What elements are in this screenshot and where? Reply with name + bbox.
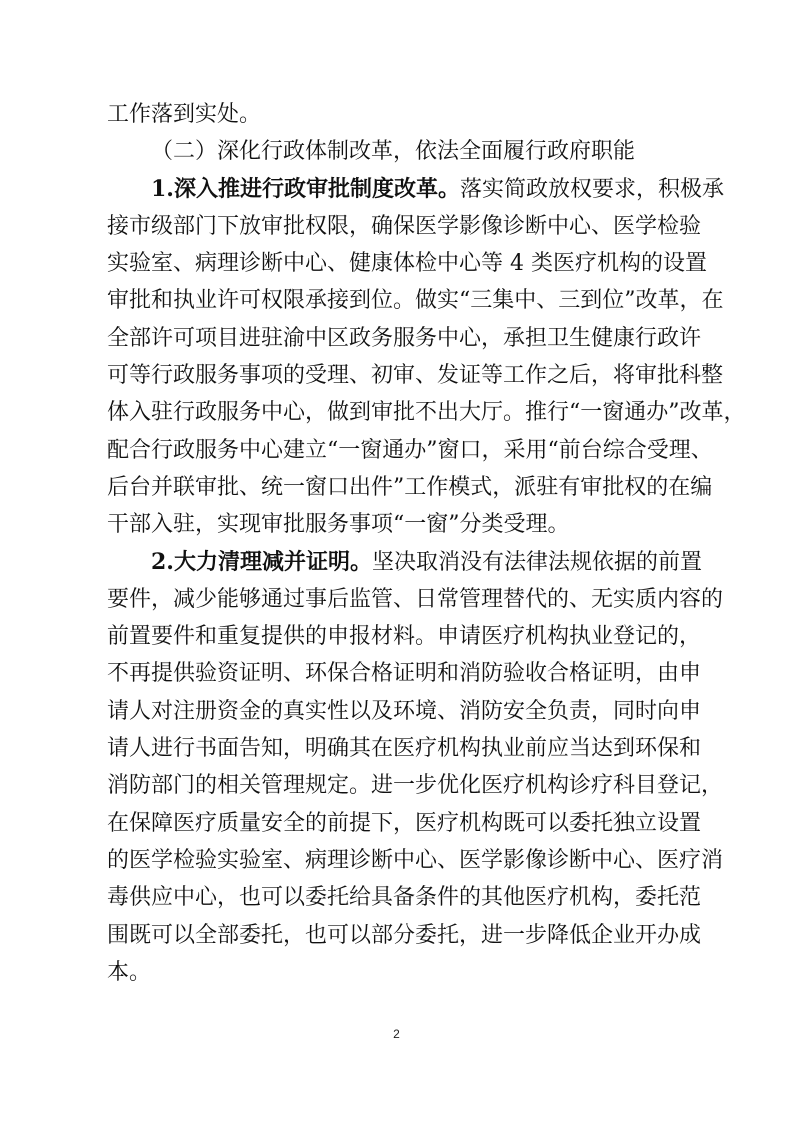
paragraph-line — [107, 171, 724, 208]
section-heading: （二）深化行政体制改革，依法全面履行政府职能 — [151, 139, 636, 165]
paragraph-line: 请人对注册资金的真实性以及环境、消防安全负责，同时向申 — [107, 698, 702, 724]
paragraph-1 — [107, 171, 746, 544]
paragraph-1-line-text: 落实简政放权要求，积极承 — [459, 176, 724, 202]
paragraph-line: 不再提供验资证明、环保合格证明和消防验收合格证明，由申 — [107, 661, 702, 687]
paragraph-line: 可等行政服务事项的受理、初审、发证等工作之后，将审批科整 — [107, 363, 724, 389]
paragraph-line: 实验室、病理诊断中心、健康体检中心等 4 类医疗机构的设置 — [107, 251, 707, 277]
paragraph-line: 审批和执业许可权限承接到位。做实“三集中、三到位”改革，在 — [107, 288, 724, 314]
paragraph-line: 毒供应中心，也可以委托给具备条件的其他医疗机构，委托范 — [107, 885, 702, 911]
paragraph-line: 围既可以全部委托，也可以部分委托，进一步降低企业开办成 — [107, 922, 702, 948]
paragraph-line: 全部许可项目进驻渝中区政务服务中心，承担卫生健康行政许 — [107, 325, 702, 351]
paragraph-line: 的医学检验实验室、病理诊断中心、医学影像诊断中心、医疗消 — [107, 847, 724, 873]
paragraph-line: 要件，减少能够通过事后监管、日常管理替代的、无实质内容的 — [107, 586, 724, 612]
paragraph-line: 本。 — [107, 959, 152, 985]
page-number: 2 — [393, 1027, 400, 1041]
paragraph-line: 干部入驻，实现审批服务事项“一窗”分类受理。 — [107, 512, 570, 538]
paragraph-2 — [107, 544, 724, 992]
paragraph-2-line-text: 坚决取消没有法律法规依据的前置 — [371, 549, 702, 575]
paragraph-1-title: 1.深入推进行政审批制度改革。 — [151, 175, 460, 202]
paragraph-line: 体入驻行政服务中心，做到审批不出大厅。推行“一窗通办”改革， — [107, 400, 746, 426]
paragraph-line: 后台并联审批、统一窗口出件”工作模式，派驻有审批权的在编 — [107, 474, 713, 500]
paragraph-line: 接市级部门下放审批权限，确保医学影像诊断中心、医学检验 — [107, 213, 702, 239]
paragraph-line — [107, 544, 702, 581]
paragraph-line: 在保障医疗质量安全的前提下，医疗机构既可以委托独立设置 — [107, 810, 702, 836]
paragraph-line: 消防部门的相关管理规定。进一步优化医疗机构诊疗科目登记， — [107, 773, 724, 799]
paragraph-continuation-line: 工作落到实处。 — [107, 102, 262, 127]
paragraph-line: 请人进行书面告知，明确其在医疗机构执业前应当达到环保和 — [107, 736, 702, 762]
document-page — [107, 96, 746, 991]
paragraph-line: 前置要件和重复提供的申报材料。申请医疗机构执业登记的， — [107, 624, 702, 650]
paragraph-line: 配合行政服务中心建立“一窗通办”窗口，采用“前台综合受理、 — [107, 437, 713, 463]
paragraph-2-title: 2.大力清理减并证明。 — [151, 548, 372, 575]
